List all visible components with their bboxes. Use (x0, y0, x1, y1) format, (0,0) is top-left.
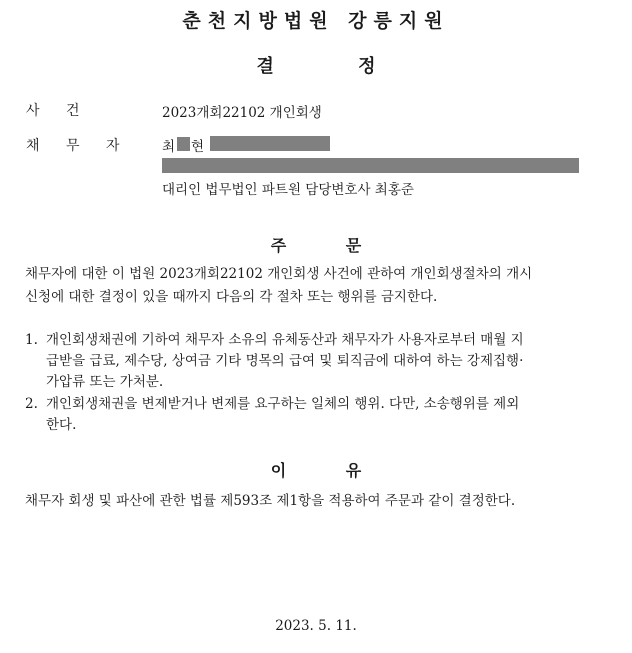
redaction-block (177, 137, 190, 151)
document-title: 결 정 (256, 56, 376, 77)
list-item-number: 1. (25, 332, 38, 348)
debtor-name-suffix: 현 (191, 139, 205, 155)
debtor-name-prefix: 최 (162, 139, 176, 155)
list-item-line: 개인회생채권에 기하여 채무자 소유의 유체동산과 채무자가 사용자로부터 매월 지 (46, 332, 524, 348)
list-item-line: 개인회생채권을 변제받거나 변제를 요구하는 일체의 행위. 다만, 소송행위를 제외 (46, 396, 520, 412)
case-value: 2023개회22102 개인회생 (162, 105, 322, 121)
order-intro-line: 신청에 대한 결정이 있을 때까지 다음의 각 절차 또는 행위를 금지한다. (25, 289, 438, 305)
decision-date: 2023. 5. 11. (275, 618, 357, 634)
redaction-block (210, 136, 330, 151)
debtor-agent: 대리인 법무법인 파트원 담당변호사 최홍준 (162, 182, 414, 198)
list-item-line: 가압류 또는 가처분. (46, 374, 164, 390)
debtor-label: 채 무 자 (26, 138, 120, 154)
case-label: 사 건 (26, 103, 80, 119)
redaction-block (162, 158, 579, 173)
list-item-number: 2. (25, 396, 38, 412)
list-item-line: 급받을 급료, 제수당, 상여금 기타 명목의 급여 및 퇴직금에 대하여 하는 강제집행· (46, 353, 524, 369)
court-name: 춘천지방법원 강릉지원 (182, 10, 450, 32)
reason-text: 채무자 회생 및 파산에 관한 법률 제593조 제1항을 적용하여 주문과 같이 결정한다. (25, 493, 516, 509)
list-item-line: 한다. (46, 417, 77, 433)
reason-heading: 이 유 (270, 461, 362, 480)
order-heading: 주 문 (270, 236, 362, 255)
order-intro-line: 채무자에 대한 이 법원 2023개회22102 개인회생 사건에 관하여 개인회생절차의 개시 (25, 266, 533, 282)
